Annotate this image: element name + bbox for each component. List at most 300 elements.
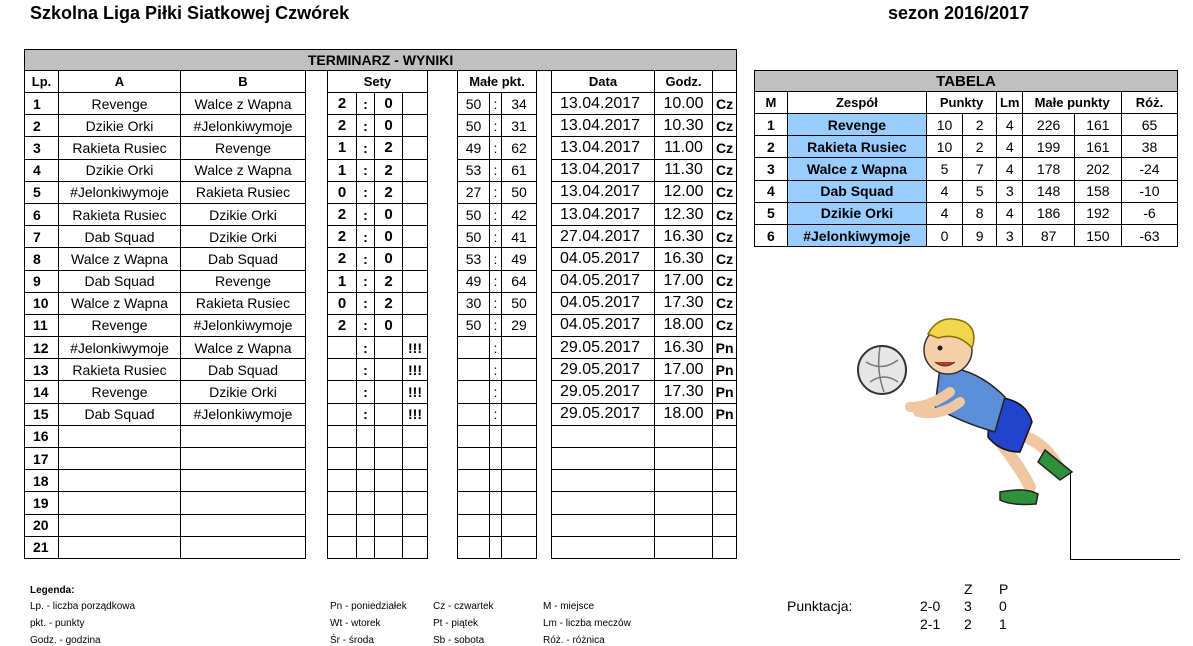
- spacer: [537, 270, 552, 292]
- team-a-cell: [59, 448, 181, 470]
- spacer: [537, 159, 552, 181]
- sets-separator: [357, 470, 375, 492]
- spacer: [306, 292, 328, 314]
- match-number: 4: [25, 159, 59, 181]
- sets-a: [328, 359, 357, 381]
- match-day: Cz: [713, 181, 737, 203]
- small-points-b: [502, 514, 537, 536]
- team-a-cell: [59, 492, 181, 514]
- standing-points-lost: 9: [963, 224, 997, 246]
- team-a-cell: Dzikie Orki: [59, 115, 181, 137]
- small-points-b: [502, 425, 537, 447]
- legend-item: pkt. - punkty: [30, 618, 85, 629]
- pending-flag: [403, 93, 428, 115]
- small-points-b: [502, 492, 537, 514]
- schedule-title-row: [25, 50, 737, 71]
- spacer: [428, 115, 458, 137]
- legend-item: Wt - wtorek: [330, 618, 381, 629]
- pending-flag: [403, 536, 428, 558]
- pending-flag: [403, 248, 428, 270]
- pending-flag: [403, 425, 428, 447]
- spacer: [306, 314, 328, 336]
- team-b-cell: Dzikie Orki: [181, 226, 306, 248]
- match-date: 13.04.2017: [552, 137, 655, 159]
- match-number: 9: [25, 270, 59, 292]
- small-points-a: 27: [458, 181, 490, 203]
- standing-points: 4: [926, 202, 962, 224]
- spacer: [428, 248, 458, 270]
- sets-b: 0: [375, 248, 403, 270]
- standing-played: 4: [997, 136, 1023, 158]
- sets-separator: [357, 514, 375, 536]
- match-day: Pn: [713, 381, 737, 403]
- spacer: [306, 93, 328, 115]
- standing-position: 1: [755, 114, 788, 136]
- spacer: [537, 93, 552, 115]
- small-points-b: 64: [502, 270, 537, 292]
- volleyball-player-icon: [840, 312, 1080, 517]
- small-points-a: [458, 514, 490, 536]
- sets-separator: :: [357, 248, 375, 270]
- small-points-separator: [490, 448, 502, 470]
- spacer: [537, 137, 552, 159]
- spacer: [428, 137, 458, 159]
- standing-team: Rakieta Rusiec: [787, 136, 926, 158]
- standings-row: [755, 136, 1178, 158]
- sets-separator: :: [357, 93, 375, 115]
- scoring-result: 2-1: [920, 616, 941, 632]
- col-team: Zespół: [787, 92, 926, 114]
- scoring-z: 3: [964, 598, 972, 614]
- spacer: [306, 159, 328, 181]
- col-team-a: A: [59, 71, 181, 93]
- standing-points-lost: 2: [963, 114, 997, 136]
- pending-flag: !!!: [403, 403, 428, 425]
- team-a-cell: #Jelonkiwymoje: [59, 181, 181, 203]
- spacer: [306, 181, 328, 203]
- match-time: 16.30: [655, 248, 713, 270]
- spacer: [428, 359, 458, 381]
- team-b-cell: Rakieta Rusiec: [181, 181, 306, 203]
- small-points-b: [502, 359, 537, 381]
- sets-a: [328, 536, 357, 558]
- match-number: 3: [25, 137, 59, 159]
- match-number: 18: [25, 470, 59, 492]
- match-time: 18.00: [655, 403, 713, 425]
- small-points-separator: :: [490, 359, 502, 381]
- spacer: [537, 71, 552, 93]
- spacer: [306, 359, 328, 381]
- standing-small-points-against: 150: [1074, 224, 1121, 246]
- schedule-row: [25, 181, 737, 203]
- standing-diff: -63: [1121, 224, 1177, 246]
- match-time: 12.30: [655, 203, 713, 225]
- match-number: 20: [25, 514, 59, 536]
- spacer: [428, 425, 458, 447]
- sets-a: [328, 381, 357, 403]
- sets-a: [328, 448, 357, 470]
- schedule-row: [25, 314, 737, 336]
- small-points-a: [458, 403, 490, 425]
- match-day: [713, 492, 737, 514]
- match-number: 7: [25, 226, 59, 248]
- sets-a: 2: [328, 203, 357, 225]
- match-time: 18.00: [655, 314, 713, 336]
- standing-points: 5: [926, 158, 962, 180]
- standings-header-row: [755, 92, 1178, 114]
- match-day: Cz: [713, 226, 737, 248]
- standing-team: Dab Squad: [787, 180, 926, 202]
- sets-b: 2: [375, 159, 403, 181]
- team-a-cell: [59, 536, 181, 558]
- small-points-separator: :: [490, 292, 502, 314]
- sets-separator: :: [357, 137, 375, 159]
- small-points-b: [502, 381, 537, 403]
- spacer: [537, 292, 552, 314]
- match-number: 1: [25, 93, 59, 115]
- sets-a: 2: [328, 314, 357, 336]
- sets-b: 2: [375, 270, 403, 292]
- schedule-row: [25, 115, 737, 137]
- match-day: Pn: [713, 359, 737, 381]
- match-number: 12: [25, 337, 59, 359]
- match-day: [713, 514, 737, 536]
- standing-small-points-for: 226: [1023, 114, 1074, 136]
- match-date: [552, 492, 655, 514]
- spacer: [428, 159, 458, 181]
- divider-line: [1070, 472, 1071, 560]
- pending-flag: !!!: [403, 381, 428, 403]
- small-points-b: [502, 403, 537, 425]
- match-number: 11: [25, 314, 59, 336]
- sets-a: 2: [328, 248, 357, 270]
- legend-item: Sb - sobota: [433, 635, 485, 646]
- scoring-label: Punktacja:: [787, 598, 853, 614]
- sets-a: [328, 470, 357, 492]
- standing-points-lost: 2: [963, 136, 997, 158]
- col-played: Lm: [997, 92, 1023, 114]
- spacer: [537, 314, 552, 336]
- match-day: [713, 425, 737, 447]
- spacer: [537, 203, 552, 225]
- match-date: 13.04.2017: [552, 115, 655, 137]
- sets-separator: :: [357, 359, 375, 381]
- spacer: [537, 115, 552, 137]
- small-points-b: 29: [502, 314, 537, 336]
- schedule-row: [25, 359, 737, 381]
- pending-flag: [403, 492, 428, 514]
- match-date: 13.04.2017: [552, 203, 655, 225]
- sets-separator: :: [357, 403, 375, 425]
- col-day: [713, 71, 737, 93]
- team-a-cell: #Jelonkiwymoje: [59, 337, 181, 359]
- small-points-b: [502, 337, 537, 359]
- match-time: [655, 470, 713, 492]
- spacer: [537, 226, 552, 248]
- spacer: [428, 314, 458, 336]
- standing-played: 4: [997, 158, 1023, 180]
- standing-diff: 65: [1121, 114, 1177, 136]
- match-number: 13: [25, 359, 59, 381]
- spacer: [306, 337, 328, 359]
- spacer: [537, 337, 552, 359]
- sets-separator: [357, 425, 375, 447]
- team-a-cell: Revenge: [59, 381, 181, 403]
- sets-separator: :: [357, 226, 375, 248]
- match-date: 04.05.2017: [552, 248, 655, 270]
- team-a-cell: [59, 425, 181, 447]
- match-date: 27.04.2017: [552, 226, 655, 248]
- match-day: Cz: [713, 137, 737, 159]
- match-time: 10.30: [655, 115, 713, 137]
- small-points-separator: :: [490, 248, 502, 270]
- match-date: 13.04.2017: [552, 93, 655, 115]
- small-points-a: 50: [458, 314, 490, 336]
- schedule-row: [25, 403, 737, 425]
- small-points-separator: :: [490, 159, 502, 181]
- small-points-a: 50: [458, 203, 490, 225]
- sets-b: [375, 492, 403, 514]
- match-date: 13.04.2017: [552, 159, 655, 181]
- standing-position: 2: [755, 136, 788, 158]
- standing-small-points-for: 87: [1023, 224, 1074, 246]
- spacer: [428, 226, 458, 248]
- team-b-cell: [181, 425, 306, 447]
- small-points-a: [458, 470, 490, 492]
- standing-small-points-against: 202: [1074, 158, 1121, 180]
- legend-item: Pn - poniedziałek: [330, 601, 407, 612]
- col-small-points: Małe punkty: [1023, 92, 1122, 114]
- standing-position: 3: [755, 158, 788, 180]
- match-day: [713, 470, 737, 492]
- sets-a: 0: [328, 181, 357, 203]
- standing-points: 10: [926, 136, 962, 158]
- match-date: 04.05.2017: [552, 292, 655, 314]
- match-number: 10: [25, 292, 59, 314]
- small-points-a: 53: [458, 248, 490, 270]
- spacer: [428, 270, 458, 292]
- match-date: 29.05.2017: [552, 381, 655, 403]
- sets-separator: :: [357, 181, 375, 203]
- sets-separator: [357, 448, 375, 470]
- sets-a: 1: [328, 270, 357, 292]
- small-points-separator: :: [490, 181, 502, 203]
- team-a-cell: Walce z Wapna: [59, 292, 181, 314]
- small-points-separator: :: [490, 337, 502, 359]
- match-number: 21: [25, 536, 59, 558]
- standing-team: Revenge: [787, 114, 926, 136]
- small-points-a: [458, 381, 490, 403]
- small-points-a: [458, 337, 490, 359]
- legend-item: Śr - środa: [330, 635, 374, 646]
- sets-b: [375, 403, 403, 425]
- sets-b: [375, 448, 403, 470]
- match-time: 17.30: [655, 292, 713, 314]
- pending-flag: [403, 270, 428, 292]
- schedule-title: TERMINARZ - WYNIKI: [25, 50, 737, 71]
- legend-item: Godz. - godzina: [30, 635, 101, 646]
- team-b-cell: Revenge: [181, 137, 306, 159]
- small-points-a: 53: [458, 159, 490, 181]
- sets-a: [328, 337, 357, 359]
- sets-a: 2: [328, 115, 357, 137]
- spacer: [537, 248, 552, 270]
- spacer: [537, 448, 552, 470]
- team-b-cell: [181, 492, 306, 514]
- match-time: 11.30: [655, 159, 713, 181]
- small-points-separator: [490, 514, 502, 536]
- small-points-a: [458, 448, 490, 470]
- team-b-cell: Dab Squad: [181, 248, 306, 270]
- team-b-cell: [181, 470, 306, 492]
- team-a-cell: [59, 514, 181, 536]
- schedule-row: [25, 93, 737, 115]
- scoring-head-z: Z: [964, 581, 973, 597]
- small-points-b: 50: [502, 181, 537, 203]
- col-date: Data: [552, 71, 655, 93]
- team-a-cell: Dzikie Orki: [59, 159, 181, 181]
- spacer: [306, 492, 328, 514]
- sets-a: 2: [328, 226, 357, 248]
- spacer: [306, 448, 328, 470]
- small-points-separator: [490, 425, 502, 447]
- small-points-b: [502, 470, 537, 492]
- sets-b: 0: [375, 226, 403, 248]
- match-number: 19: [25, 492, 59, 514]
- team-b-cell: [181, 536, 306, 558]
- standing-played: 4: [997, 202, 1023, 224]
- match-date: 04.05.2017: [552, 270, 655, 292]
- team-a-cell: Revenge: [59, 93, 181, 115]
- match-date: [552, 514, 655, 536]
- match-number: 8: [25, 248, 59, 270]
- schedule-row: [25, 270, 737, 292]
- spacer: [428, 536, 458, 558]
- match-time: [655, 448, 713, 470]
- team-b-cell: #Jelonkiwymoje: [181, 403, 306, 425]
- spacer: [428, 71, 458, 93]
- col-time: Godz.: [655, 71, 713, 93]
- standing-position: 5: [755, 202, 788, 224]
- standing-diff: -24: [1121, 158, 1177, 180]
- sets-separator: :: [357, 270, 375, 292]
- sets-b: 0: [375, 314, 403, 336]
- sets-b: 0: [375, 115, 403, 137]
- spacer: [537, 492, 552, 514]
- sets-a: [328, 425, 357, 447]
- team-a-cell: Dab Squad: [59, 270, 181, 292]
- team-b-cell: Walce z Wapna: [181, 93, 306, 115]
- spacer: [537, 536, 552, 558]
- spacer: [306, 71, 328, 93]
- small-points-a: 49: [458, 137, 490, 159]
- team-b-cell: Dzikie Orki: [181, 381, 306, 403]
- small-points-separator: :: [490, 314, 502, 336]
- team-a-cell: Walce z Wapna: [59, 248, 181, 270]
- match-time: 11.00: [655, 137, 713, 159]
- sets-b: 0: [375, 203, 403, 225]
- match-time: 16.30: [655, 226, 713, 248]
- col-position: M: [755, 92, 788, 114]
- small-points-separator: :: [490, 381, 502, 403]
- standing-team: #Jelonkiwymoje: [787, 224, 926, 246]
- spacer: [428, 181, 458, 203]
- pending-flag: !!!: [403, 359, 428, 381]
- match-time: [655, 492, 713, 514]
- match-time: [655, 536, 713, 558]
- schedule-table: [24, 49, 737, 559]
- match-number: 16: [25, 425, 59, 447]
- match-day: Pn: [713, 337, 737, 359]
- small-points-b: 49: [502, 248, 537, 270]
- small-points-b: 62: [502, 137, 537, 159]
- spacer: [306, 203, 328, 225]
- sets-b: [375, 359, 403, 381]
- standing-diff: -6: [1121, 202, 1177, 224]
- small-points-separator: :: [490, 137, 502, 159]
- standing-diff: -10: [1121, 180, 1177, 202]
- standing-small-points-against: 158: [1074, 180, 1121, 202]
- sets-separator: :: [357, 115, 375, 137]
- spacer: [428, 381, 458, 403]
- sets-b: [375, 514, 403, 536]
- schedule-row: [25, 248, 737, 270]
- divider-line: [1070, 559, 1180, 560]
- team-b-cell: Walce z Wapna: [181, 159, 306, 181]
- pending-flag: [403, 514, 428, 536]
- season-label: sezon 2016/2017: [888, 3, 1030, 23]
- small-points-b: 31: [502, 115, 537, 137]
- sets-a: 1: [328, 137, 357, 159]
- small-points-a: 30: [458, 292, 490, 314]
- small-points-b: 50: [502, 292, 537, 314]
- standing-small-points-for: 148: [1023, 180, 1074, 202]
- schedule-row: [25, 514, 737, 536]
- spacer: [428, 292, 458, 314]
- standing-small-points-for: 186: [1023, 202, 1074, 224]
- match-number: 6: [25, 203, 59, 225]
- scoring-result: 2-0: [920, 598, 941, 614]
- sets-b: [375, 381, 403, 403]
- match-time: [655, 514, 713, 536]
- standing-diff: 38: [1121, 136, 1177, 158]
- spacer: [428, 514, 458, 536]
- sets-b: 0: [375, 93, 403, 115]
- match-date: 13.04.2017: [552, 181, 655, 203]
- spacer: [306, 536, 328, 558]
- team-a-cell: [59, 470, 181, 492]
- match-number: 15: [25, 403, 59, 425]
- standing-played: 3: [997, 180, 1023, 202]
- spacer: [428, 492, 458, 514]
- spacer: [537, 514, 552, 536]
- standings-row: [755, 158, 1178, 180]
- spacer: [306, 270, 328, 292]
- col-small-points: Małe pkt.: [458, 71, 537, 93]
- standings-title: TABELA: [755, 71, 1178, 92]
- small-points-a: 50: [458, 115, 490, 137]
- sets-a: [328, 403, 357, 425]
- pending-flag: [403, 159, 428, 181]
- small-points-a: 50: [458, 93, 490, 115]
- match-date: 29.05.2017: [552, 403, 655, 425]
- standing-points: 10: [926, 114, 962, 136]
- team-a-cell: Rakieta Rusiec: [59, 137, 181, 159]
- standing-small-points-against: 161: [1074, 136, 1121, 158]
- team-a-cell: Dab Squad: [59, 403, 181, 425]
- match-date: [552, 536, 655, 558]
- match-number: 2: [25, 115, 59, 137]
